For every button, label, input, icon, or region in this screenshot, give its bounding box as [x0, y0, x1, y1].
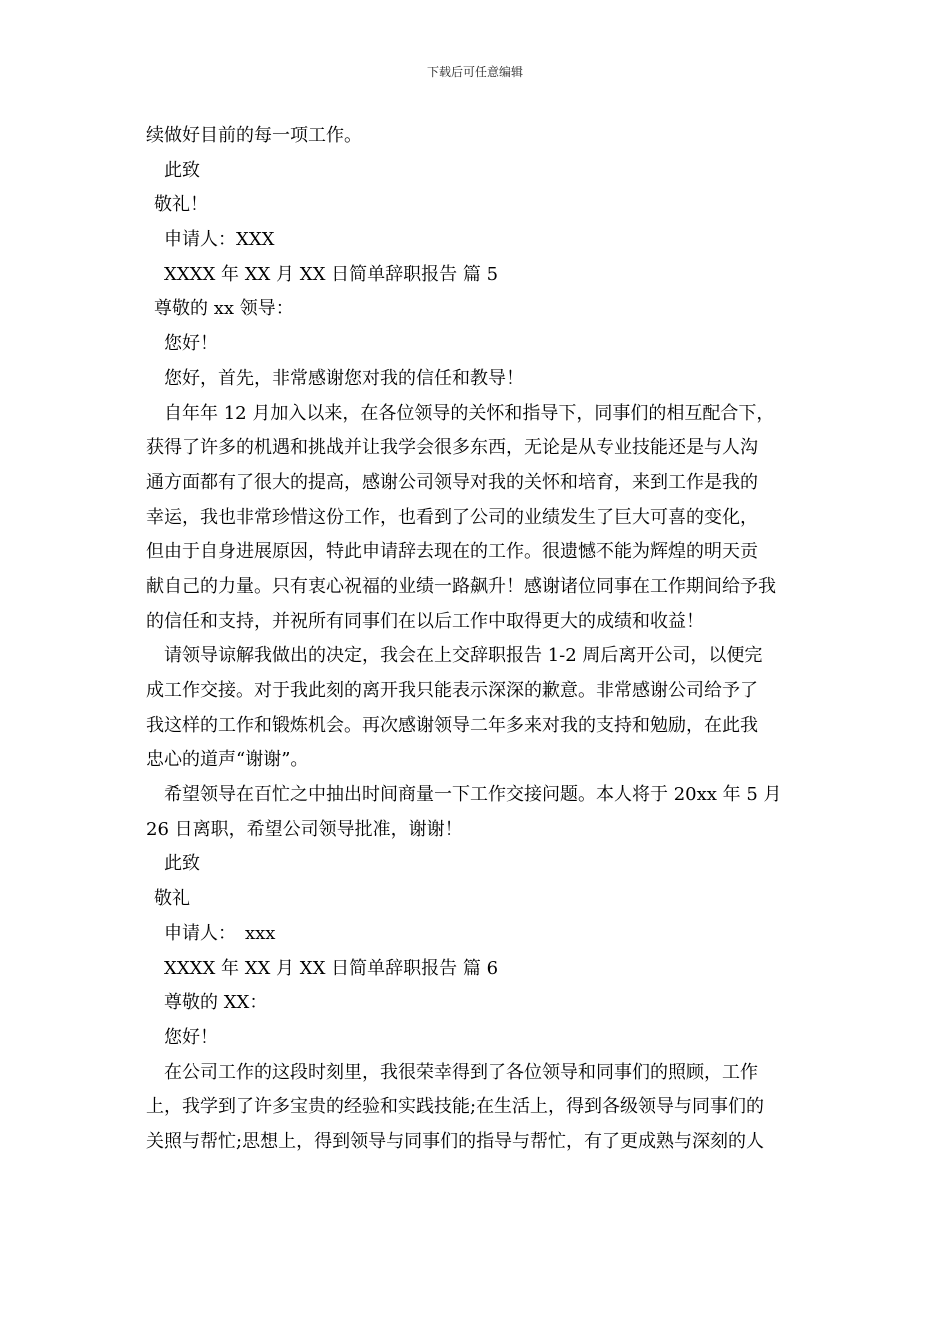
text-line: 上，我学到了许多宝贵的经验和实践技能;在生活上，得到各级领导与同事们的: [146, 1096, 765, 1118]
text-line: 续做好目前的每一项工作。: [146, 125, 362, 146]
text-line: 关照与帮忙;思想上，得到领导与同事们的指导与帮忙，有了更成熟与深刻的人: [146, 1130, 765, 1152]
text-line: XXXX 年 XX 月 XX 日简单辞职报告 篇 6: [164, 957, 499, 979]
document-body: [146, 119, 806, 1160]
text-line: 获得了许多的机遇和挑战并让我学会很多东西，无论是从专业技能还是与人沟: [146, 437, 758, 459]
text-line: 敬礼！: [154, 194, 208, 216]
text-line: 希望领导在百忙之中抽出时间商量一下工作交接问题。本人将于 20xx 年 5 月: [164, 784, 782, 806]
text-line: 敬礼: [154, 888, 190, 910]
text-line: 在公司工作的这段时刻里，我很荣幸得到了各位领导和同事们的照顾，工作: [164, 1061, 758, 1083]
text-line: 您好！: [164, 333, 218, 355]
text-line: XXXX 年 XX 月 XX 日简单辞职报告 篇 5: [164, 263, 499, 285]
text-line: 幸运，我也非常珍惜这份工作，也看到了公司的业绩发生了巨大可喜的变化，: [146, 506, 758, 528]
text-line: 此致: [164, 853, 200, 875]
text-line: 通方面都有了很大的提高，感谢公司领导对我的关怀和培育，来到工作是我的: [146, 471, 758, 493]
text-line: 请领导谅解我做出的决定，我会在上交辞职报告 1-2 周后离开公司，以便完: [164, 645, 763, 667]
text-line: 您好！: [164, 1026, 218, 1048]
text-line: 此致: [164, 159, 200, 181]
text-line: 我这样的工作和锻炼机会。再次感谢领导二年多来对我的支持和勉励，在此我: [146, 714, 758, 736]
text-line: 献自己的力量。只有衷心祝福的业绩一路飙升！感谢诸位同事在工作期间给予我: [146, 575, 776, 597]
text-line: 尊敬的 XX：: [164, 992, 268, 1014]
text-line: 申请人：XXX: [164, 229, 275, 251]
page-header: 下载后可任意编辑: [426, 65, 523, 79]
text-line: 但由于自身进展原因，特此申请辞去现在的工作。很遗憾不能为辉煌的明天贡: [146, 541, 758, 563]
text-line: 尊敬的 xx 领导：: [154, 298, 294, 320]
text-line: 成工作交接。对于我此刻的离开我只能表示深深的歉意。非常感谢公司给予了: [146, 680, 758, 701]
text-line: 忠心的道声“谢谢”。: [146, 749, 309, 771]
text-line: 您好，首先，非常感谢您对我的信任和教导！: [164, 367, 524, 389]
text-line: 26 日离职，希望公司领导批准，谢谢！: [146, 818, 463, 840]
text-line: 自年年 12 月加入以来，在各位领导的关怀和指导下，同事们的相互配合下，: [164, 402, 775, 424]
text-line: 的信任和支持，并祝所有同事们在以后工作中取得更大的成绩和收益！: [146, 610, 704, 632]
text-line: 申请人： xxx: [164, 922, 276, 944]
